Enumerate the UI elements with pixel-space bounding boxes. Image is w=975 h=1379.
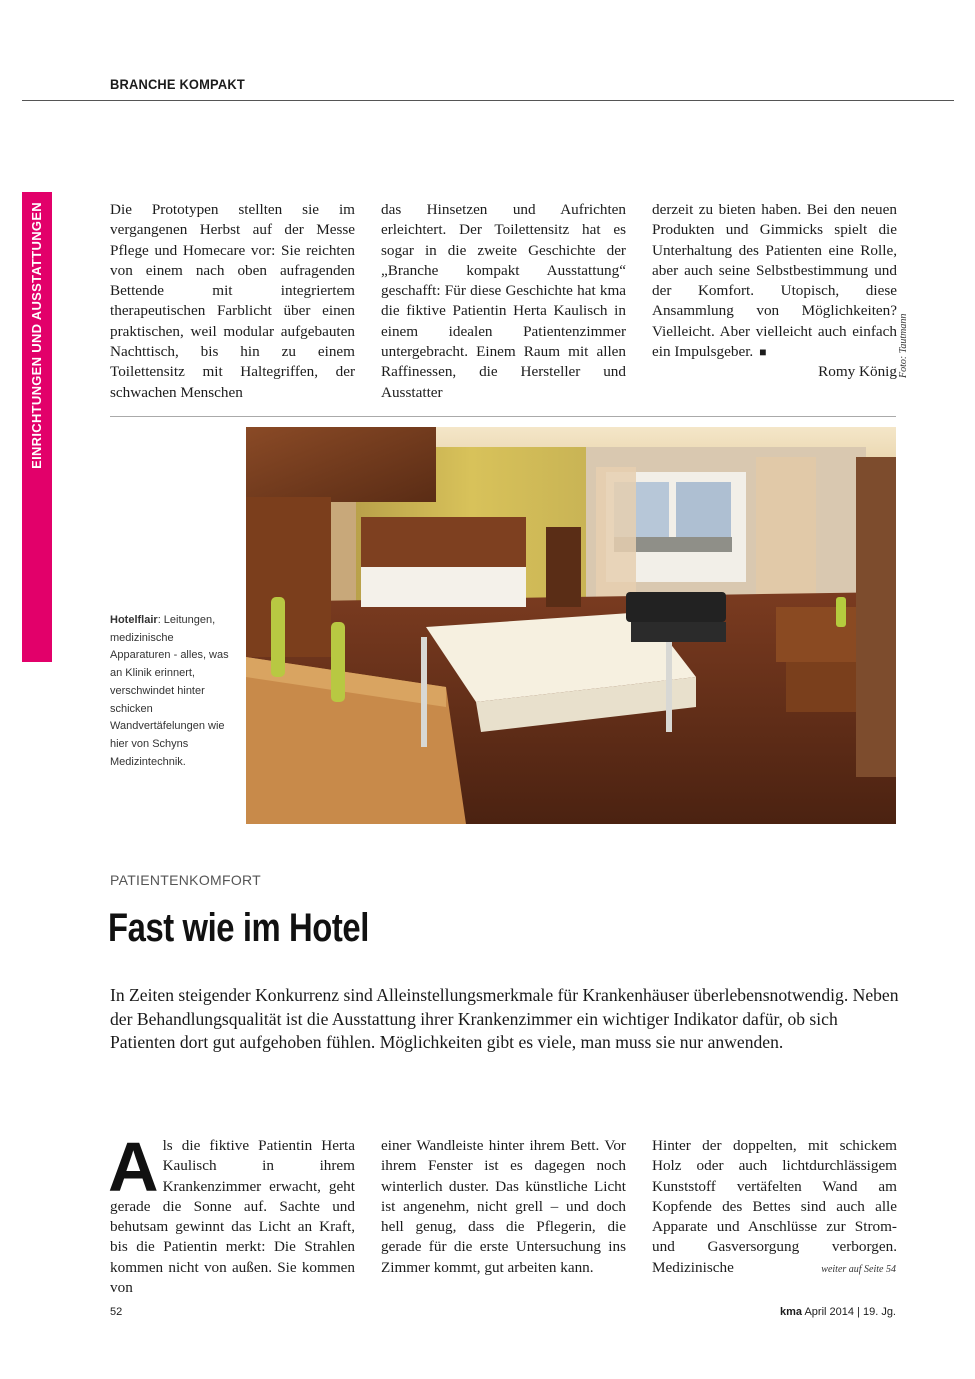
body-text-2: einer Wandleiste hinter ihrem Bett. Vor ihrem Fenster ist es dagegen noch winterlich duster. Das künstliche Licht ist angenehm, nicht grell – und doch hell genug, dass die Pflegerin, die gerade für die erste Untersuchung ins Zimmer kommt, gut arbeiten kann.: [381, 1137, 626, 1276]
intro-column-2: [381, 200, 626, 403]
caption-text: : Leitungen, medizinische Apparaturen - alles, was an Klinik erinnert, verschwindet hinter schicken Wandvertäfelungen wie hier von Schyns Medizintechnik.: [110, 614, 229, 768]
side-category-label: EINRICHTUNGEN UND AUSSTATTUNGEN: [29, 202, 44, 469]
hospital-room-photo: [246, 427, 896, 824]
intro-column-1: [110, 200, 355, 403]
author-name: Romy König: [818, 363, 897, 381]
body-text-1: ls die fiktive Patientin Herta Kaulisch in ihrem Krankenzimmer erwacht, geht gerade die Sonne auf. Sachte und behutsam gewinnt das Licht an Kraft, bis die Patientin merkt: Die Strahlen kommen nicht von außen. Sie kommen von: [110, 1137, 355, 1297]
section-divider: [110, 416, 896, 417]
body-column-2: [381, 1136, 626, 1278]
header-divider: [22, 100, 954, 101]
photo-caption: [110, 612, 235, 771]
intro-text-3: derzeit zu bieten haben. Bei den neuen Produkten und Gimmicks spielt die Unterhaltung des Patienten eine Rolle, aber auch seine Selbstbestimmung und der Komfort. Utopisch, diese Ansammlung von Möglichkeiten? Vielleicht. Aber vielleicht auch einfach ein Impulsgeber.: [652, 201, 897, 361]
side-category-tab: [22, 192, 52, 662]
intro-text-2: das Hinsetzen und Aufrichten erleichtert. Der Toilettensitz hat es sogar in die zweite Geschichte der „Branche kompakt Ausstattung“ geschafft: Für diese Geschichte hat kma die fiktive Patientin Herta Kaulisch in einem idealen Patientenzimmer untergebracht. Einem Raum mit allen Raffinessen, die Hersteller und Ausstatter: [381, 201, 626, 401]
drop-cap: A: [108, 1128, 159, 1206]
body-column-3: [652, 1136, 897, 1278]
footer-issue-text: April 2014 | 19. Jg.: [804, 1306, 896, 1318]
body-text-3: Hinter der doppelten, mit schickem Holz oder auch lichtdurchlässigem Kunststoff vertäfelten Wand am Kopfende des Bettes sind auch alle Apparate und Anschlüsse zur Strom- und Gasversorgung verborgen. Medizinische: [652, 1137, 897, 1276]
article-kicker: PATIENTENKOMFORT: [110, 872, 262, 888]
article-lead: In Zeiten steigender Konkurrenz sind Alleinstellungsmerkmale für Krankenhäuser überlebensnotwendig. Neben der Behandlungsqualität ist die Ausstattung ihrer Krankenzimmer ein wichtiger Indikator dafür, ob sich Patienten dort gut aufgehoben fühlen. Möglichkeiten gibt es viele, man muss sie nur anwenden.: [110, 985, 899, 1052]
intro-column-3: [652, 200, 897, 383]
article-headline: Fast wie im Hotel: [108, 906, 369, 950]
caption-title: Hotelflair: [110, 614, 158, 626]
section-header: BRANCHE KOMPAKT: [110, 76, 245, 92]
photo-credit: Foto: Tautmann: [898, 313, 909, 378]
end-mark: ■: [759, 345, 767, 360]
body-column-1: [108, 1128, 355, 1298]
footer-brand: kma: [779, 1306, 803, 1318]
page-number: 52: [110, 1306, 123, 1318]
intro-text-1: Die Prototypen stellten sie im vergangenen Herbst auf der Messe Pflege und Homecare vor: Sie reichten von einem nach oben aufragenden Bettende mit integriertem therapeutischen Farblicht über einen praktischen, weil modular aufgebauten Nachttisch, bis hin zu einem Toilettensitz mit Haltegriffen, der schwachen Menschen: [110, 201, 355, 401]
continued-note: weiter auf Seite 54: [821, 1264, 896, 1275]
footer-issue: [780, 1306, 896, 1318]
